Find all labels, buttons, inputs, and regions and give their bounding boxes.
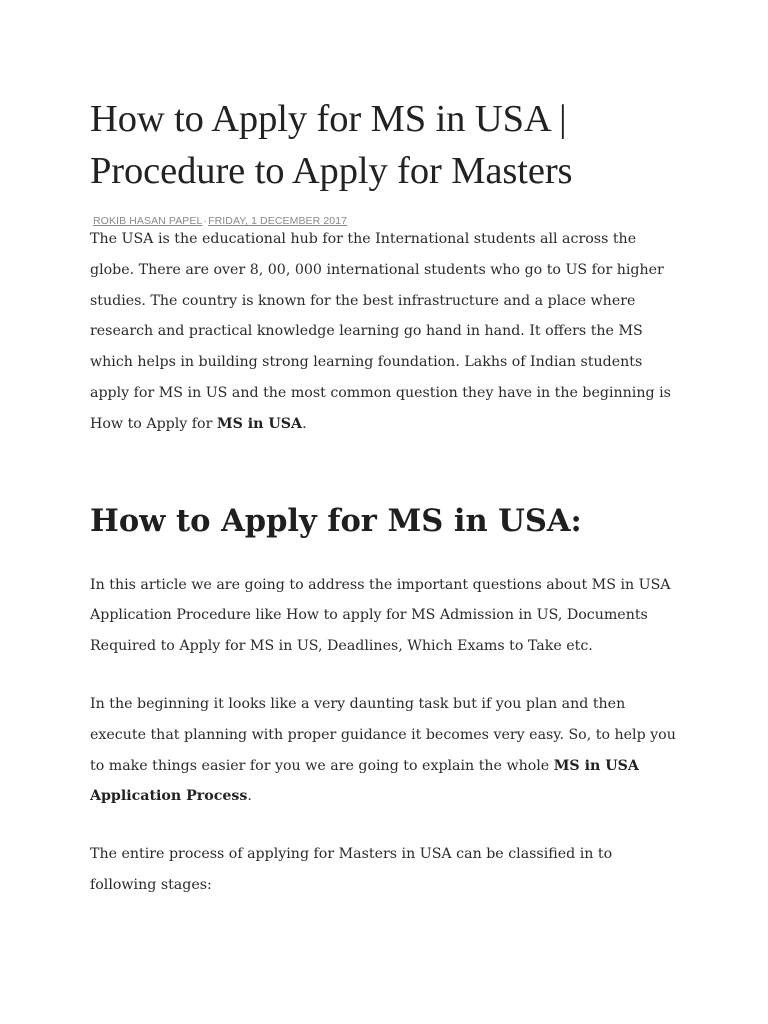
- paragraph-1: In this article we are going to address the important questions about MS in USA Application Procedure like How to apply for MS Admission in US, Documents Required to Apply for MS in US, Deadlines, Which Exams to Take etc.: [90, 576, 671, 655]
- date-link[interactable]: FRIDAY, 1 DECEMBER 2017: [208, 215, 348, 227]
- meta-separator: ·: [203, 215, 208, 227]
- para2-bold: MS in USA Application Process: [90, 757, 639, 805]
- section-heading: How to Apply for MS in USA:: [90, 502, 582, 539]
- intro-paragraph: [90, 224, 680, 440]
- para2-text: In the beginning it looks like a very daunting task but if you plan and then execute that planning with proper guidance it becomes very easy. So, to help you to make things easier for you we are going to explain the whole: [90, 695, 676, 774]
- author-link[interactable]: ROKIB HASAN PAPEL: [93, 215, 203, 227]
- para2-end: .: [247, 788, 252, 805]
- intro-end: .: [302, 415, 307, 432]
- intro-bold: MS in USA: [216, 415, 303, 432]
- paragraph-3: The entire process of applying for Masters in USA can be classified in to following stages:: [90, 846, 613, 893]
- article-title: How to Apply for MS in USA | Procedure to Apply for Masters: [90, 98, 573, 192]
- intro-text: The USA is the educational hub for the International students all across the globe. There are over 8, 00, 000 international students who go to US for higher studies. The country is known for the best infrastructure and a place where research and practical knowledge learning go hand in hand. It offers the MS which helps in building strong learning foundation. Lakhs of Indian students apply for MS in US and the most common question they have in the beginning is How to Apply for: [90, 231, 671, 432]
- paragraph-2: [90, 689, 680, 812]
